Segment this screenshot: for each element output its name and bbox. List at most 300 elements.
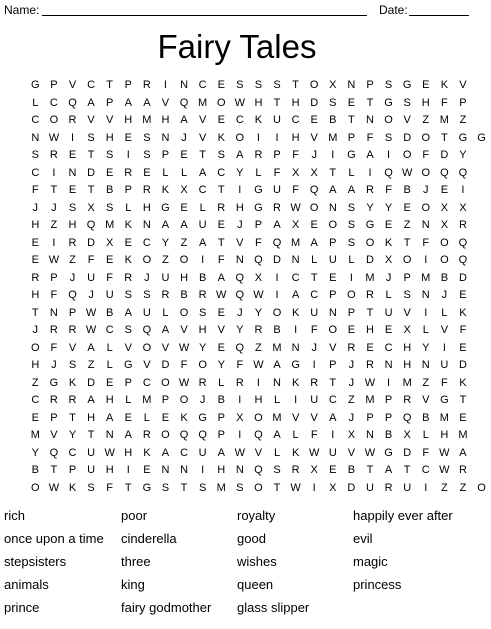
grid-letter: W	[178, 376, 190, 389]
grid-letter: V	[180, 324, 188, 336]
grid-letter: Y	[384, 201, 393, 214]
grid-letter: H	[124, 114, 133, 126]
grid-letter: R	[254, 324, 263, 336]
grid-letter: P	[217, 411, 225, 424]
grid-letter: G	[402, 79, 412, 91]
grid-letter: N	[161, 464, 170, 476]
grid-letter: A	[124, 96, 132, 109]
grid-letter: V	[459, 79, 467, 91]
grid-letter: O	[402, 149, 412, 161]
grid-letter: R	[273, 201, 281, 214]
grid-letter: B	[384, 429, 393, 441]
grid-letter: Z	[403, 219, 411, 231]
grid-letter: D	[87, 166, 96, 179]
grid-letter: F	[87, 254, 95, 266]
grid-letter: P	[68, 306, 77, 319]
grid-letter: Q	[198, 429, 207, 441]
grid-letter: W	[309, 446, 320, 459]
grid-letter: A	[106, 411, 114, 424]
grid-letter	[472, 217, 491, 235]
grid-letter: C	[310, 289, 319, 301]
grid-letter: V	[440, 324, 449, 336]
grid-letter: Z	[31, 376, 39, 389]
grid-letter: Z	[69, 254, 76, 266]
grid-letter: D	[366, 254, 374, 266]
grid-letter: W	[290, 481, 301, 494]
grid-letter: M	[439, 114, 449, 126]
grid-letter: C	[235, 114, 244, 126]
grid-letter: L	[106, 341, 113, 354]
grid-letter: E	[329, 271, 337, 284]
word-bank-item: good	[237, 531, 266, 546]
grid-letter: A	[180, 114, 188, 126]
grid-letter: U	[273, 114, 281, 126]
grid-letter: L	[422, 324, 429, 336]
word-bank-item: three	[121, 554, 151, 569]
grid-letter: L	[162, 166, 169, 179]
grid-letter: M	[439, 411, 449, 424]
grid-letter: E	[347, 96, 356, 109]
grid-letter: T	[366, 464, 374, 476]
grid-letter: A	[143, 96, 151, 109]
grid-letter: G	[477, 131, 486, 144]
grid-letter: E	[106, 254, 114, 266]
grid-letter: B	[273, 324, 281, 336]
grid-letter: F	[310, 429, 318, 441]
grid-letter: A	[273, 429, 281, 441]
grid-letter: U	[87, 464, 96, 476]
grid-letter: A	[87, 341, 95, 354]
grid-letter: T	[31, 306, 39, 319]
grid-letter: X	[87, 201, 95, 214]
grid-letter: A	[273, 219, 281, 231]
grid-letter: E	[310, 114, 318, 126]
grid-letter: W	[401, 166, 413, 179]
grid-letter: S	[68, 201, 77, 214]
grid-letter: E	[180, 149, 188, 161]
grid-letter: E	[31, 411, 39, 424]
grid-letter: Y	[68, 429, 77, 441]
grid-letter: M	[328, 131, 338, 144]
grid-letter: T	[50, 184, 58, 196]
grid-letter: I	[52, 236, 56, 249]
grid-letter: W	[364, 376, 376, 389]
grid-letter: S	[143, 149, 151, 161]
grid-letter: Q	[458, 166, 468, 179]
grid-letter: A	[329, 184, 337, 196]
grid-letter: W	[253, 289, 264, 301]
grid-letter: L	[348, 166, 355, 179]
grid-letter	[472, 147, 491, 165]
grid-letter: E	[366, 341, 374, 354]
grid-letter: E	[329, 464, 337, 476]
grid-letter: A	[236, 149, 244, 161]
grid-letter: O	[161, 376, 170, 389]
grid-letter: P	[161, 394, 170, 406]
grid-letter: Q	[458, 254, 468, 266]
grid-letter: P	[384, 394, 393, 406]
grid-letter: I	[442, 341, 446, 354]
grid-letter: G	[254, 184, 263, 196]
grid-letter	[472, 410, 491, 428]
word-bank-item: poor	[121, 508, 148, 523]
grid-letter: I	[312, 481, 316, 494]
grid-letter: V	[403, 306, 411, 319]
grid-letter: E	[31, 236, 39, 249]
grid-letter: T	[329, 166, 337, 179]
grid-letter: S	[329, 96, 337, 109]
grid-letter: R	[198, 289, 207, 301]
grid-letter: C	[198, 79, 207, 91]
grid-letter: A	[124, 429, 132, 441]
grid-letter: Q	[235, 289, 245, 301]
word-bank-item: cinderella	[121, 531, 177, 546]
grid-letter: Z	[50, 219, 58, 231]
grid-letter: S	[236, 481, 244, 494]
grid-letter: V	[403, 114, 411, 126]
grid-letter: Z	[162, 254, 169, 266]
grid-letter: A	[161, 324, 170, 336]
grid-letter: T	[87, 429, 95, 441]
grid-letter	[472, 392, 491, 410]
grid-letter: W	[85, 324, 97, 336]
grid-letter: T	[348, 114, 355, 126]
grid-letter: X	[440, 219, 449, 231]
grid-letter: A	[366, 149, 374, 161]
grid-letter: L	[199, 201, 206, 214]
grid-letter: P	[254, 219, 263, 231]
grid-letter: I	[424, 481, 428, 494]
grid-letter: V	[106, 114, 114, 126]
grid-letter: O	[328, 324, 338, 336]
grid-letter: Q	[384, 166, 393, 179]
word-bank-item: princess	[353, 577, 402, 592]
grid-letter: O	[235, 131, 245, 144]
grid-letter: T	[87, 184, 95, 196]
grid-letter: B	[403, 184, 411, 196]
word-bank-item: queen	[237, 577, 274, 592]
grid-letter: P	[161, 149, 170, 161]
grid-letter: L	[292, 429, 299, 441]
grid-letter: G	[458, 131, 468, 144]
grid-letter: R	[142, 79, 151, 91]
grid-letter: T	[459, 394, 467, 406]
grid-letter: O	[142, 254, 152, 266]
word-bank-item: once upon a time	[4, 531, 104, 546]
grid-letter: K	[254, 114, 263, 126]
grid-letter: J	[88, 289, 94, 301]
grid-letter: Z	[348, 394, 355, 406]
grid-letter: C	[68, 446, 77, 459]
grid-letter: J	[385, 271, 392, 284]
grid-letter: H	[31, 219, 40, 231]
grid-letter: D	[440, 149, 449, 161]
grid-letter: S	[347, 219, 356, 231]
grid-letter: Y	[236, 166, 244, 179]
grid-letter: I	[126, 464, 130, 476]
grid-letter: J	[51, 201, 57, 214]
grid-letter: E	[384, 324, 393, 336]
grid-letter: P	[403, 271, 411, 284]
grid-letter: Z	[255, 341, 262, 354]
word-bank-item: magic	[353, 554, 388, 569]
grid-letter: P	[124, 376, 132, 389]
grid-letter: B	[217, 394, 225, 406]
grid-letter: Q	[235, 271, 245, 284]
grid-letter: F	[440, 376, 448, 389]
grid-letter: S	[384, 131, 393, 144]
grid-letter: W	[253, 359, 264, 371]
grid-letter: M	[216, 481, 226, 494]
grid-letter: R	[49, 394, 58, 406]
grid-letter: E	[143, 464, 151, 476]
grid-letter: E	[217, 306, 225, 319]
grid-letter: T	[124, 481, 132, 494]
grid-letter: T	[310, 271, 318, 284]
grid-letter: O	[179, 394, 189, 406]
grid-letter: O	[161, 429, 170, 441]
grid-letter: R	[68, 394, 77, 406]
grid-letter: S	[87, 131, 95, 144]
grid-letter: M	[365, 394, 375, 406]
grid-letter: A	[87, 96, 95, 109]
word-bank-item: fairy godmother	[121, 600, 212, 615]
word-bank-item: evil	[353, 531, 373, 546]
grid-letter: R	[291, 464, 300, 476]
grid-letter: H	[31, 359, 40, 371]
date-field[interactable]	[409, 15, 469, 16]
grid-letter: V	[161, 96, 170, 109]
grid-letter: O	[254, 411, 263, 424]
grid-letter: V	[329, 341, 337, 354]
grid-letter: P	[347, 131, 356, 144]
grid-letter: R	[310, 376, 319, 389]
grid-letter: N	[235, 464, 244, 476]
grid-letter: B	[329, 114, 337, 126]
word-bank-item: glass slipper	[237, 600, 310, 615]
name-field[interactable]	[42, 15, 367, 16]
grid-letter: Q	[440, 166, 449, 179]
grid-letter: C	[291, 271, 300, 284]
grid-letter: R	[49, 324, 58, 336]
grid-letter: A	[329, 411, 337, 424]
grid-letter: X	[329, 481, 337, 494]
grid-letter: Q	[68, 289, 77, 301]
grid-letter: Z	[459, 114, 467, 126]
grid-letter: Q	[254, 429, 263, 441]
grid-letter: S	[236, 79, 244, 91]
grid-letter: E	[217, 219, 225, 231]
grid-letter: D	[403, 131, 412, 144]
grid-letter: P	[50, 271, 58, 284]
grid-letter: J	[237, 219, 243, 231]
grid-letter: G	[123, 359, 133, 371]
word-search-grid	[26, 77, 491, 497]
grid-letter: H	[254, 394, 263, 406]
grid-letter: H	[291, 96, 300, 109]
grid-letter: Y	[459, 149, 467, 161]
grid-letter: J	[32, 324, 39, 336]
grid-letter: I	[238, 394, 242, 406]
grid-letter: H	[235, 201, 244, 214]
grid-letter: X	[106, 236, 114, 249]
grid-letter: T	[50, 464, 58, 476]
grid-letter: G	[31, 79, 40, 91]
grid-letter: R	[142, 184, 151, 196]
word-bank-item: royalty	[237, 508, 276, 523]
word-bank-item: animals	[4, 577, 49, 592]
grid-letter: J	[237, 306, 243, 319]
grid-letter: R	[458, 464, 467, 476]
grid-letter: I	[163, 79, 167, 91]
grid-letter: M	[365, 271, 375, 284]
grid-letter: N	[31, 131, 40, 144]
grid-letter: R	[217, 201, 226, 214]
grid-letter: E	[310, 219, 318, 231]
grid-letter: G	[142, 481, 152, 494]
grid-letter: H	[403, 341, 412, 354]
grid-letter: M	[402, 376, 412, 389]
grid-letter: J	[423, 184, 429, 196]
grid-letter: O	[328, 219, 338, 231]
grid-letter: F	[292, 184, 299, 196]
grid-letter: D	[273, 254, 281, 266]
grid-letter: R	[142, 429, 151, 441]
grid-letter: H	[105, 131, 114, 144]
grid-letter: N	[328, 306, 337, 319]
grid-letter: Q	[254, 254, 263, 266]
header	[0, 0, 474, 22]
grid-letter: P	[217, 429, 225, 441]
grid-letter: F	[422, 236, 430, 249]
grid-letter: B	[347, 464, 356, 476]
grid-letter: G	[440, 394, 449, 406]
grid-letter: N	[328, 201, 337, 214]
grid-letter: V	[124, 341, 132, 354]
grid-letter: I	[294, 324, 298, 336]
grid-letter: C	[105, 324, 114, 336]
grid-letter: G	[198, 411, 207, 424]
grid-letter: U	[198, 219, 207, 231]
grid-letter: H	[217, 464, 226, 476]
grid-letter: O	[309, 79, 319, 91]
grid-letter: L	[441, 306, 448, 319]
grid-letter: A	[198, 236, 207, 249]
grid-letter: T	[180, 481, 188, 494]
grid-letter: Q	[235, 341, 245, 354]
grid-letter: P	[124, 184, 132, 196]
grid-letter: C	[198, 184, 207, 196]
grid-letter: X	[310, 464, 318, 476]
grid-letter	[472, 287, 491, 305]
grid-letter: A	[124, 306, 132, 319]
grid-letter: F	[440, 96, 448, 109]
grid-letter: K	[143, 446, 151, 459]
grid-letter: C	[217, 166, 226, 179]
grid-letter: S	[106, 149, 114, 161]
grid-letter: O	[49, 114, 59, 126]
grid-letter: X	[403, 429, 411, 441]
grid-letter	[472, 200, 491, 218]
grid-letter: I	[331, 149, 335, 161]
grid-letter: I	[238, 429, 242, 441]
grid-letter: K	[124, 219, 132, 231]
grid-letter: I	[201, 464, 205, 476]
grid-letter: E	[403, 201, 411, 214]
grid-letter: H	[366, 324, 374, 336]
grid-letter: L	[180, 166, 188, 179]
grid-letter: W	[234, 96, 246, 109]
grid-letter: L	[311, 254, 318, 266]
grid-letter: L	[106, 359, 113, 371]
grid-letter: N	[105, 429, 114, 441]
grid-letter: A	[161, 446, 170, 459]
grid-letter: Y	[236, 324, 244, 336]
grid-letter: A	[310, 236, 318, 249]
grid-letter	[472, 252, 491, 270]
grid-letter: E	[384, 219, 393, 231]
grid-letter: E	[459, 289, 467, 301]
grid-letter: E	[459, 341, 467, 354]
grid-letter: N	[347, 79, 356, 91]
grid-letter: F	[255, 236, 262, 249]
grid-letter: U	[328, 254, 337, 266]
grid-letter: L	[273, 446, 281, 459]
grid-letter: U	[310, 306, 319, 319]
grid-letter: O	[421, 166, 431, 179]
grid-letter: A	[384, 464, 393, 476]
grid-letter: V	[68, 79, 77, 91]
grid-letter: R	[68, 114, 77, 126]
grid-letter: I	[387, 149, 391, 161]
grid-letter: P	[459, 96, 467, 109]
grid-letter: E	[68, 149, 77, 161]
grid-letter: G	[384, 446, 393, 459]
grid-letter: N	[421, 359, 430, 371]
grid-letter: N	[142, 219, 151, 231]
grid-letter: Q	[68, 96, 77, 109]
grid-letter: L	[125, 394, 132, 406]
grid-letter: Q	[142, 324, 152, 336]
grid-letter: S	[273, 79, 281, 91]
grid-letter: F	[273, 166, 281, 179]
grid-letter: A	[459, 446, 467, 459]
grid-letter: Q	[49, 446, 59, 459]
grid-letter: W	[290, 201, 301, 214]
grid-letter: R	[254, 149, 263, 161]
grid-letter: O	[31, 341, 40, 354]
grid-letter: Y	[366, 201, 374, 214]
grid-letter: P	[347, 306, 356, 319]
grid-letter: U	[105, 289, 114, 301]
grid-letter: E	[347, 324, 356, 336]
grid-letter: M	[142, 114, 152, 126]
grid-letter: M	[198, 96, 208, 109]
grid-letter: R	[68, 236, 77, 249]
grid-letter: U	[273, 184, 281, 196]
grid-letter: W	[85, 306, 97, 319]
grid-letter: D	[87, 376, 96, 389]
grid-letter: J	[441, 289, 448, 301]
grid-letter: O	[477, 481, 486, 494]
grid-letter: B	[422, 411, 430, 424]
grid-letter: V	[68, 341, 77, 354]
grid-letter: I	[349, 271, 353, 284]
grid-letter: L	[255, 166, 262, 179]
grid-letter: F	[180, 359, 188, 371]
grid-letter: D	[403, 446, 412, 459]
grid-letter: I	[275, 131, 279, 144]
